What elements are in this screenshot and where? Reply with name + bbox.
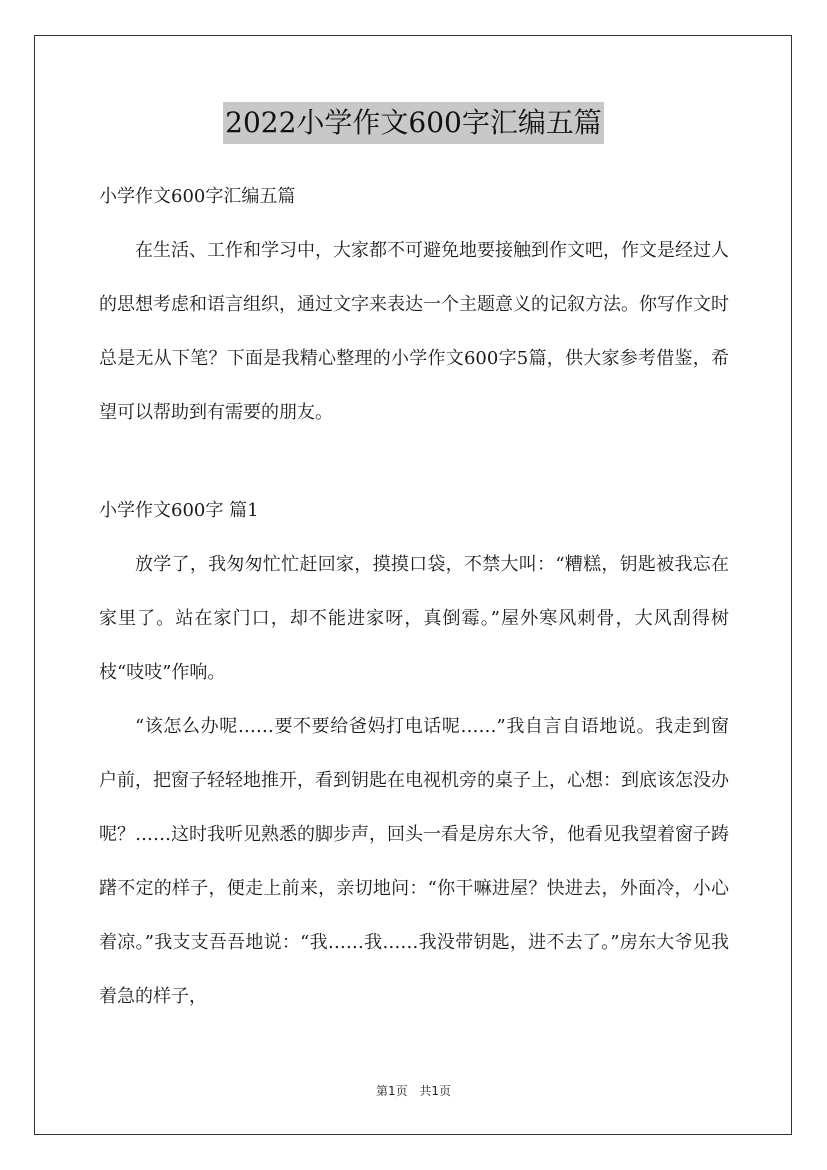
body-paragraph-2: “该怎么办呢……要不要给爸妈打电话呢……”我自言自语地说。我走到窗户前，把窗子轻轻地推开，看到钥匙在电视机旁的桌子上，心想：到底该怎没办呢？……这时我听见熟悉的脚步声，回头一看是房东大爷，他看见我望着窗子踌躇不定的样子，便走上前来，亲切地问：“你干嘛进屋？快进去，外面冷，小心着凉。”我支支吾吾地说：“我……我……我没带钥匙，进不去了。”房东大爷见我着急的样子， — [99, 716, 729, 1007]
body-paragraph-1: 放学了，我匆匆忙忙赶回家，摸摸口袋，不禁大叫：“糟糕，钥匙被我忘在家里了。站在家门口，却不能进家呀，真倒霉。”屋外寒风刺骨，大风刮得树枝“吱吱”作响。 — [99, 554, 729, 683]
section-gap — [99, 440, 729, 484]
intro-paragraph: 在生活、工作和学习中，大家都不可避免地要接触到作文吧，作文是经过人的思想考虑和语言组织，通过文字来表达一个主题意义的记叙方法。你写作文时总是无从下笔？下面是我精心整理的小学作文600字5篇，供大家参考借鉴，希望可以帮助到有需要的朋友。 — [99, 240, 729, 423]
title-wrap — [0, 102, 827, 144]
document-subtitle: 小学作文600字汇编五篇 — [99, 186, 296, 207]
section-heading: 小学作文600字 篇1 — [99, 500, 259, 521]
document-body — [99, 170, 729, 1024]
page-footer: 第1页 共1页 — [375, 1084, 452, 1098]
document-title: 2022小学作文600字汇编五篇 — [223, 102, 604, 144]
